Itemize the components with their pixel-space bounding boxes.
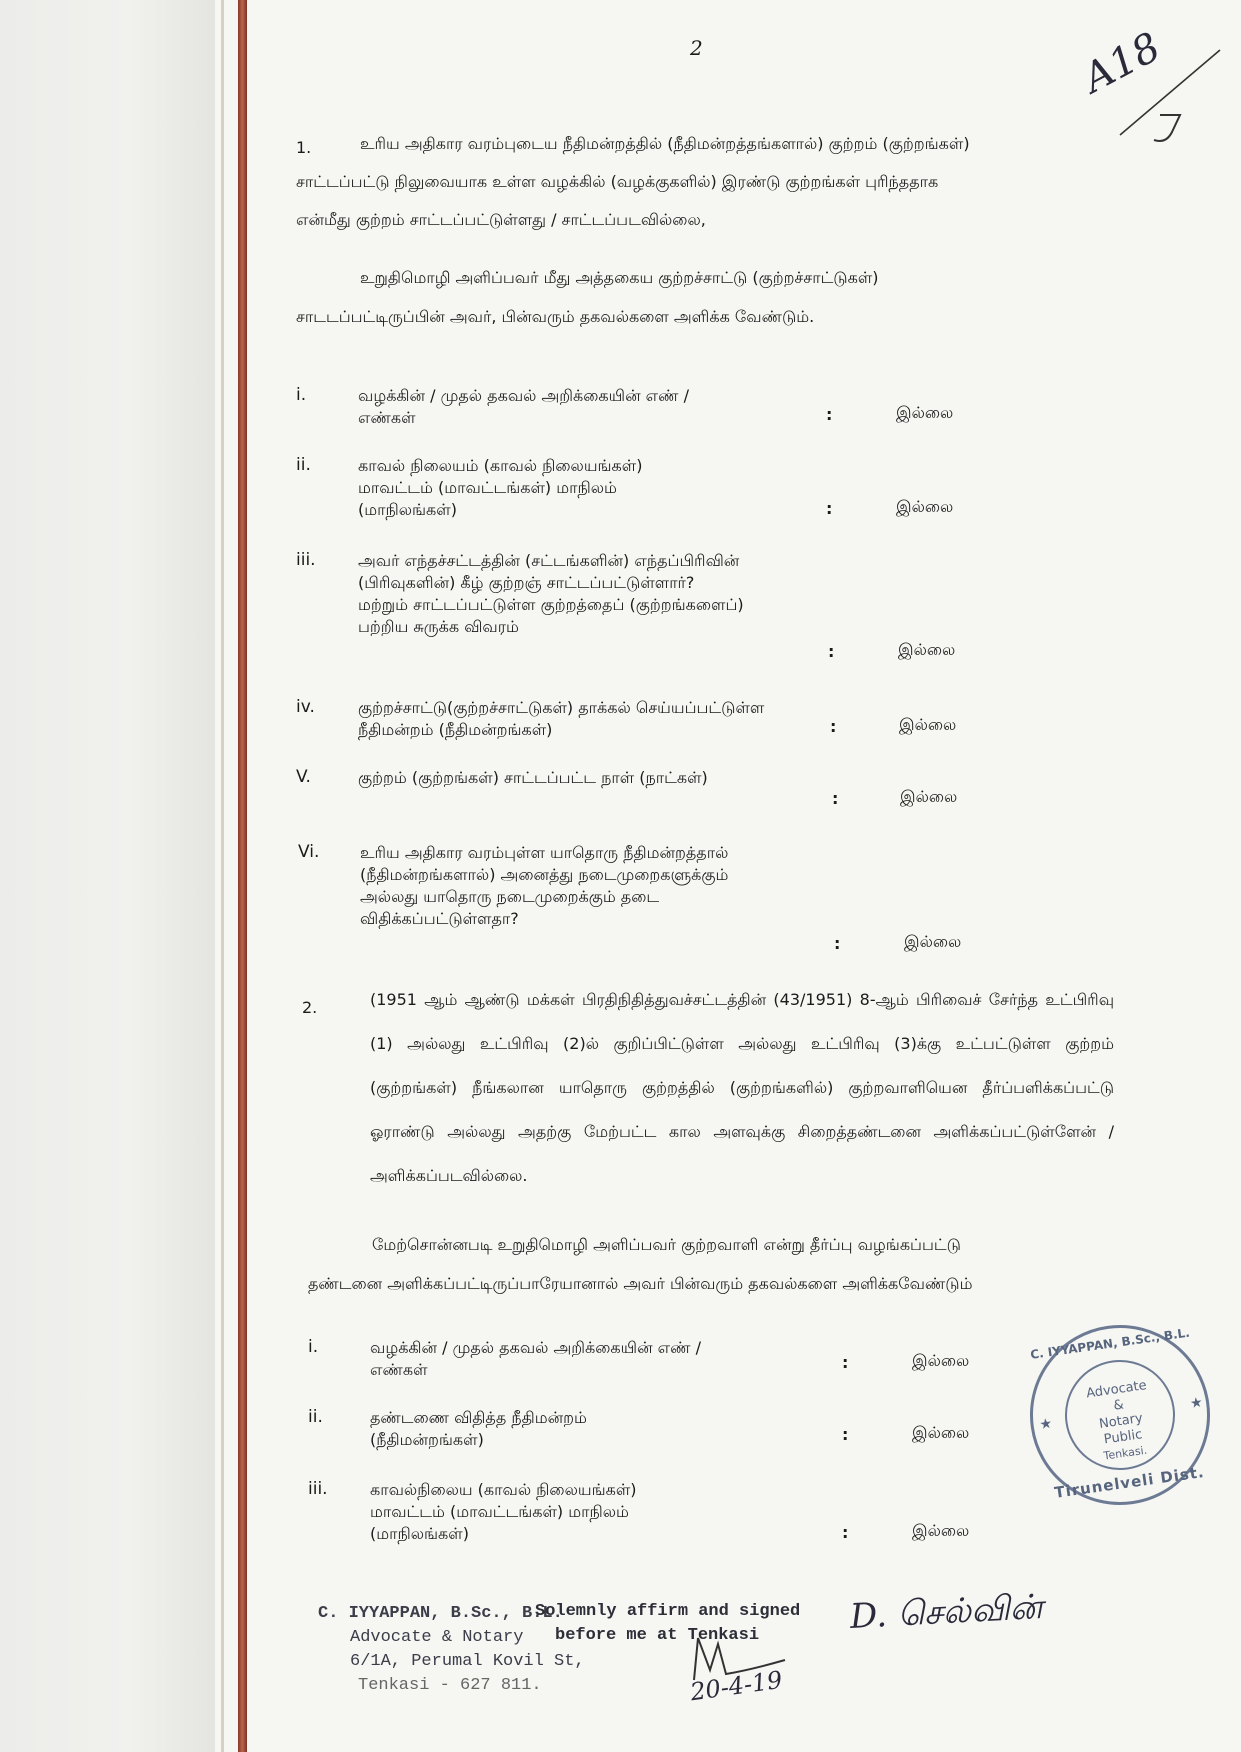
item-value: இல்லை [900,787,958,806]
item-colon: : [828,642,835,661]
item-colon: : [830,717,837,736]
section-1-intro-line-2: சாடடப்பட்டிருப்பின் அவர், பின்வரும் தகவல்களை அளிக்க வேண்டும். [296,307,815,326]
notary-signature-date: 20-4-19 [688,1665,785,1707]
section-2-item-3 [308,1479,1028,1559]
section-1-item-2 [296,455,1116,535]
section-1-item-6 [298,842,1118,962]
section-1-number: 1. [296,138,312,157]
item-number: ii. [296,455,311,475]
notary-name: C. IYYAPPAN, B.Sc., B.L. [318,1604,563,1623]
section-1-line-2: சாட்டப்பட்டு நிலுவையாக உள்ள வழக்கில் (வழக்குகளில்) இரண்டு குற்றங்கள் புரிந்ததாக [296,172,939,191]
item-number: Vi. [298,842,320,862]
deponent-signature: D. செல்வின் [848,1586,1044,1638]
seal-inner-ring [1058,1353,1182,1477]
binding-shadow [0,0,215,1752]
affirm-line-2: before me at Tenkasi [555,1626,760,1645]
item-number: i. [296,385,307,405]
notary-seal [1018,1313,1221,1516]
notary-signature-scrawl [690,1630,830,1690]
section-2-intro-line-1: மேற்சொன்னபடி உறுதிமொழி அளிப்பவர் குற்றவாளி என்று தீர்ப்பு வழங்கப்பட்டு [372,1235,961,1254]
item-number: V. [296,767,311,787]
item-colon: : [842,1353,849,1372]
section-1-item-4 [296,697,1116,747]
section-2-item-2 [308,1407,1028,1457]
section-2-text: (1951 ஆம் ஆண்டு மக்கள் பிரதிநிதித்துவச்சட்டத்தின் (43/1951) 8-ஆம் பிரிவைச் சேர்ந்த உட்பிரிவு (1) அல்லது உட்பிரிவு (2)ல் குறிப்பிட்டுள்ள அல்லது உட்பிரிவு (3)க்கு உட்பட்டுள்ள குற்றம் (குற்றங்கள்) நீங்கலான யாதொரு குற்றத்தில் (குற்றங்களில்) குற்றவாளியென தீர்ப்பளிக்கப்பட்டு ஓராண்டு அல்லது அதற்கு மேற்பட்ட கால அளவுக்கு சிறைத்தண்டனை அளிக்கப்பட்டுள்ளேன் / அளிக்கப்படவில்லை. [370,990,1114,1185]
seal-public: Public [1103,1427,1144,1448]
item-label: வழக்கின் / முதல் தகவல் அறிக்கையின் எண் / எண்கள் [370,1338,701,1379]
binding-margin-line [238,0,247,1752]
item-colon: : [842,1425,849,1444]
corner-note: A18 [1075,23,1168,103]
seal-place: Tenkasi. [1102,1443,1148,1463]
item-number: iii. [308,1479,328,1499]
binding-crease [221,0,224,1752]
seal-star-icon: ★ [1189,1394,1204,1413]
item-colon: : [834,934,841,953]
item-colon: : [832,789,839,808]
item-label: காவல்நிலைய (காவல் நிலையங்கள்) மாவட்டம் (மாவட்டங்கள்) மாநிலம் (மாநிலங்கள்) [370,1480,637,1543]
item-value: இல்லை [912,1423,970,1442]
item-number: ii. [308,1407,323,1427]
section-1-line-1: உரிய அதிகார வரம்புடைய நீதிமன்றத்தில் (நீதிமன்றத்தங்களால்) குற்றம் (குற்றங்கள்) [360,134,970,153]
section-1-item-1 [296,385,1116,435]
section-2-number: 2. [302,998,318,1017]
item-colon: : [826,499,833,518]
corner-note-marks [1100,40,1240,150]
item-value: இல்லை [898,640,956,659]
seal-ampersand: & [1112,1397,1125,1414]
affirm-line-1: Solemnly affirm and signed [535,1602,801,1621]
item-value: இல்லை [904,932,962,951]
seal-top-text: C. IYYAPPAN, B.Sc., B.L. [1029,1325,1191,1362]
section-2-item-1 [308,1337,1028,1387]
section-2-intro-line-2: தண்டனை அளிக்கப்பட்டிருப்பாரேயானால் அவர் பின்வரும் தகவல்களை அளிக்கவேண்டும் [308,1274,973,1293]
item-number: iii. [296,550,316,570]
item-value: இல்லை [896,403,954,422]
item-value: இல்லை [912,1351,970,1370]
seal-advocate: Advocate [1085,1378,1148,1402]
section-1-intro-line-1: உறுதிமொழி அளிப்பவர் மீது அத்தகைய குற்றச்சாட்டு (குற்றச்சாட்டுகள்) [360,268,879,287]
item-label: அவர் எந்தச்சட்டத்தின் (சட்டங்களின்) எந்தப்பிரிவின் (பிரிவுகளின்) கீழ் குற்றஞ் சாட்டப்பட்டுள்ளார்? மற்றும் சாட்டப்பட்டுள்ள குற்றத்தைப் (குற்றங்களைப்) பற்றிய சுருக்க விவரம் [358,551,744,636]
notary-city: Tenkasi - 627 811. [358,1676,542,1695]
item-number: iv. [296,697,315,717]
item-label: குற்றம் (குற்றங்கள்) சாட்டப்பட்ட நாள் (நாட்கள்) [358,768,708,787]
notary-title: Advocate & Notary [350,1628,524,1647]
item-colon: : [842,1523,849,1542]
seal-star-icon: ★ [1038,1415,1054,1434]
section-1-line-3: என்மீது குற்றம் சாட்டப்பட்டுள்ளது / சாட்டப்படவில்லை, [296,210,706,229]
page-number: 2 [690,36,703,60]
item-label: உரிய அதிகார வரம்புள்ள யாதொரு நீதிமன்றத்தால் (நீதிமன்றங்களால்) அனைத்து நடைமுறைகளுக்கும் அல்லது யாதொரு நடைமுறைக்கும் தடை விதிக்கப்பட்டுள்ளதா? [360,843,729,928]
section-1-item-5 [296,767,1116,817]
item-value: இல்லை [896,497,954,516]
item-label: தண்டணை விதித்த நீதிமன்றம் (நீதிமன்றங்கள்) [370,1408,587,1449]
seal-bottom-text: Tirunelveli Dist. [1053,1462,1206,1502]
section-1-item-3 [296,550,1116,670]
item-label: குற்றச்சாட்டு(குற்றச்சாட்டுகள்) தாக்கல் செய்யப்பட்டுள்ள நீதிமன்றம் (நீதிமன்றங்கள்) [358,698,765,739]
item-colon: : [826,405,833,424]
notary-street: 6/1A, Perumal Kovil St, [350,1652,585,1671]
item-number: i. [308,1337,319,1357]
item-value: இல்லை [912,1521,970,1540]
item-value: இல்லை [899,715,957,734]
seal-notary: Notary [1098,1410,1144,1432]
item-label: வழக்கின் / முதல் தகவல் அறிக்கையின் எண் / எண்கள் [358,386,689,427]
item-label: காவல் நிலையம் (காவல் நிலையங்கள்) மாவட்டம் (மாவட்டங்கள்) மாநிலம் (மாநிலங்கள்) [358,456,643,519]
